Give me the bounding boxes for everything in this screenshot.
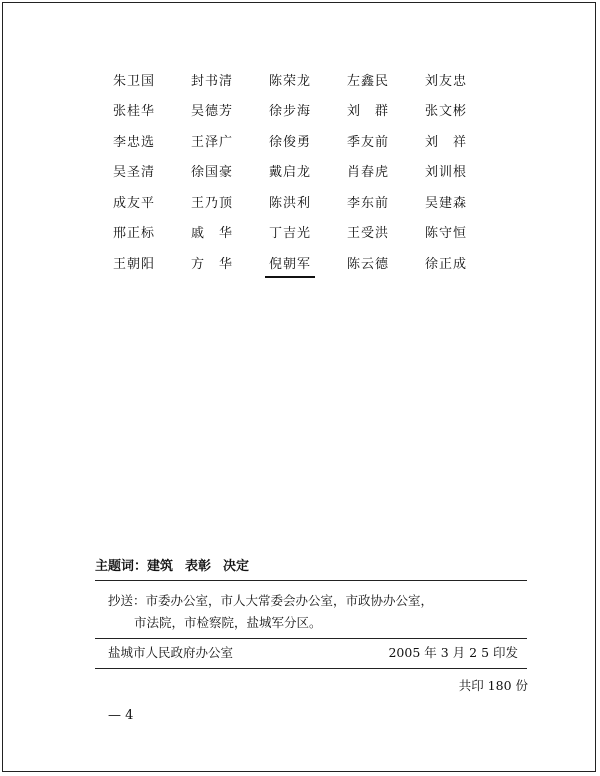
name-cell: 吴建森 — [424, 195, 467, 211]
name-cell: 李东前 — [346, 195, 389, 211]
name-cell: 王受洪 — [346, 226, 389, 242]
subject-word: 决定 — [223, 559, 250, 574]
name-cell: 陈荣龙 — [268, 73, 311, 89]
names-row — [95, 247, 515, 278]
issuing-office: 盐城市人民政府办公室 — [108, 645, 234, 660]
print-copies: 共印 180 份 — [458, 678, 528, 693]
subject-keywords — [95, 555, 249, 574]
name-cell: 吴圣清 — [112, 165, 155, 181]
name-cell: 季友前 — [346, 134, 389, 150]
name-cell: 邢正标 — [112, 226, 155, 242]
cc-line: 市法院，市检察院，盐城军分区。 — [134, 615, 322, 630]
divider-line — [95, 580, 527, 581]
name-cell: 吴德芳 — [190, 104, 233, 120]
name-cell: 刘 群 — [346, 104, 389, 120]
names-row — [95, 95, 515, 126]
name-cell: 成友平 — [112, 195, 155, 211]
name-cell: 徐步海 — [268, 104, 311, 120]
name-cell-underlined: 倪朝军 — [251, 253, 329, 272]
issuer-row — [108, 643, 518, 661]
issue-date: 2005 年 3 月 2 5 印发 — [388, 645, 518, 660]
name-cell: 陈云德 — [346, 256, 389, 272]
subject-word: 建筑 — [147, 559, 174, 574]
divider-line — [95, 668, 527, 669]
subject-word: 表彰 — [185, 559, 212, 574]
name-cell: 王朝阳 — [112, 256, 155, 272]
name-cell: 陈守恒 — [424, 226, 467, 242]
name-cell: 刘训根 — [424, 165, 467, 181]
names-row — [95, 156, 515, 187]
name-cell: 张文彬 — [424, 104, 467, 120]
name-cell: 戴启龙 — [268, 165, 311, 181]
cc-line: 抄送：市委办公室，市人大常委会办公室，市政协办公室， — [108, 593, 434, 608]
name-cell: 徐正成 — [424, 256, 467, 272]
name-cell: 王乃顶 — [190, 195, 233, 211]
names-row — [95, 125, 515, 156]
name-cell: 陈洪利 — [268, 195, 311, 211]
name-cell: 刘 祥 — [424, 134, 467, 150]
subject-label: 主题词： — [95, 559, 148, 574]
name-cell: 李忠选 — [112, 134, 155, 150]
divider-line — [95, 638, 527, 639]
name-cell: 封书清 — [190, 73, 233, 89]
name-cell: 徐国豪 — [190, 165, 233, 181]
name-cell: 方 华 — [190, 256, 233, 272]
name-cell: 王泽广 — [190, 134, 233, 150]
name-cell: 肖春虎 — [346, 165, 389, 181]
names-row — [95, 186, 515, 217]
names-row — [95, 64, 515, 95]
name-cell: 张桂华 — [112, 104, 155, 120]
name-cell: 戚 华 — [190, 226, 233, 242]
name-cell: 朱卫国 — [112, 73, 155, 89]
names-row — [95, 217, 515, 248]
page-number: — 4 — [108, 708, 134, 723]
names-table — [95, 64, 515, 278]
name-cell: 刘友忠 — [424, 73, 467, 89]
name-cell: 丁吉光 — [268, 226, 311, 242]
name-cell: 左鑫民 — [346, 73, 389, 89]
cc-distribution — [108, 590, 528, 634]
name-cell: 徐俊勇 — [268, 134, 311, 150]
